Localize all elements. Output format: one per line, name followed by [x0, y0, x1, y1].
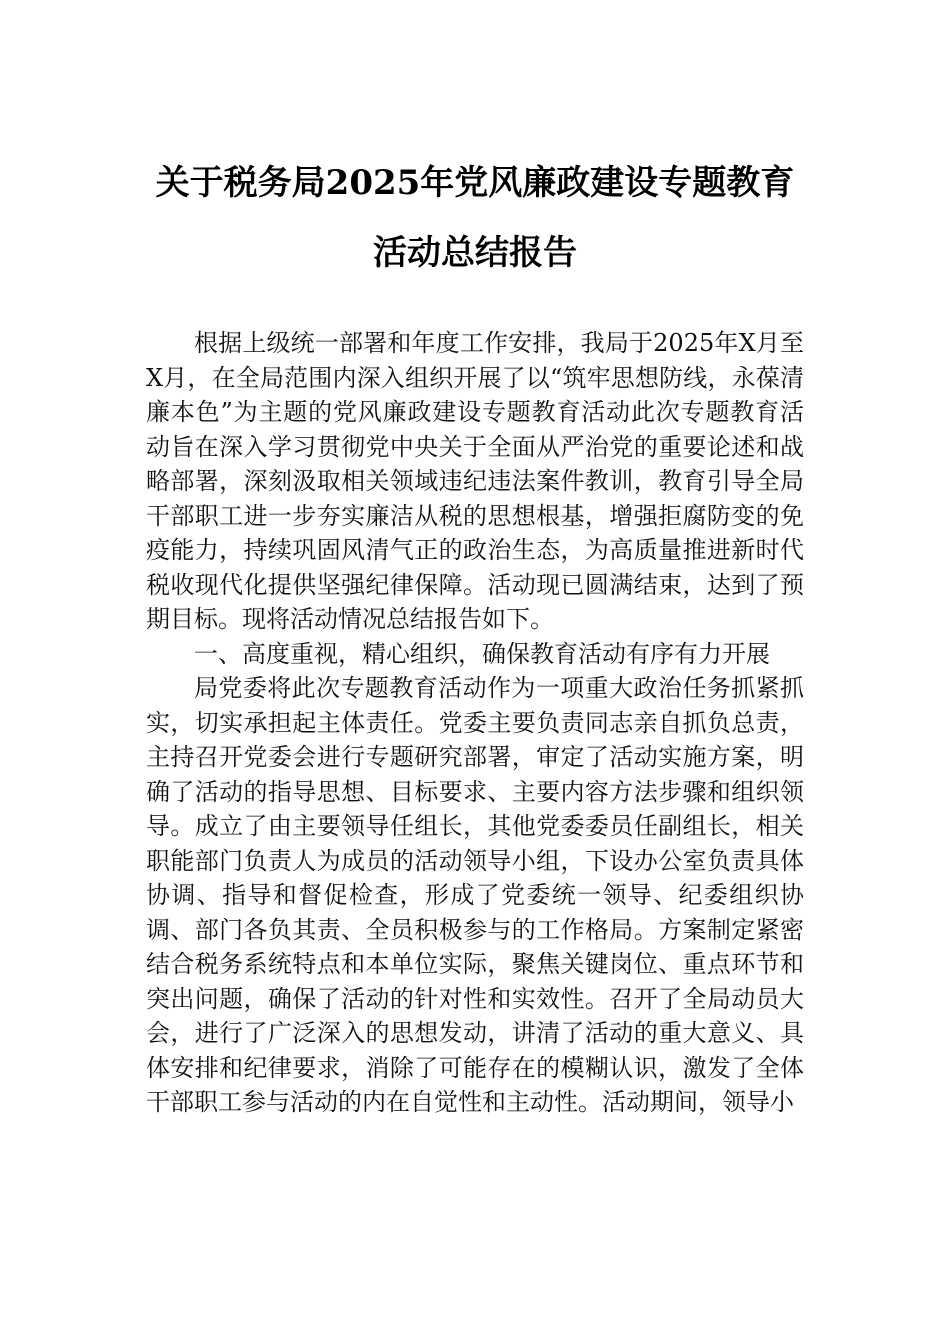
section-heading-1: 一、高度重视，精心组织，确保教育活动有序有力开展 [194, 639, 770, 668]
document-title-line-1: 关于税务局2025年党风廉政建设专题教育 [155, 163, 795, 203]
paragraph-section-1: 局党委将此次专题教育活动作为一项重大政治任务抓紧抓实，切实承担起主体责任。党委主要负责同志亲自抓负总责，主持召开党委会进行专题研究部署，审定了活动实施方案，明确了活动的指导思想、目标要求、主要内容方法步骤和组织领导。成立了由主要领导任组长，其他党委委员任副组长，相关职能部门负责人为成员的活动领导小组，下设办公室负责具体协调、指导和督促检查，形成了党委统一领导、纪委组织协调、部门各负其责、全员积极参与的工作格局。方案制定紧密结合税务系统特点和本单位实际，聚焦关键岗位、重点环节和突出问题，确保了活动的针对性和实效性。召开了全局动员大会，进行了广泛深入的思想发动，讲清了活动的重大意义、具体安排和纪律要求，消除了可能存在的模糊认识，激发了全体干部职工参与活动的内在自觉性和主动性。活动期间，领导小 [146, 674, 804, 1116]
document-body [146, 326, 804, 1120]
paragraph-intro: 根据上级统一部署和年度工作安排，我局于2025年X月至X月，在全局范围内深入组织开展了以“筑牢思想防线，永葆清廉本色”为主题的党风廉政建设专题教育活动此次专题教育活动旨在深入学习贯彻党中央关于全面从严治党的重要论述和战略部署，深刻汲取相关领域违纪违法案件教训，教育引导全局干部职工进一步夯实廉洁从税的思想根基，增强拒腐防变的免疫能力，持续巩固风清气正的政治生态，为高质量推进新时代税收现代化提供坚强纪律保障。活动现已圆满结束，达到了预期目标。现将活动情况总结报告如下。 [146, 329, 804, 633]
document-title-line-2: 活动总结报告 [373, 233, 577, 273]
